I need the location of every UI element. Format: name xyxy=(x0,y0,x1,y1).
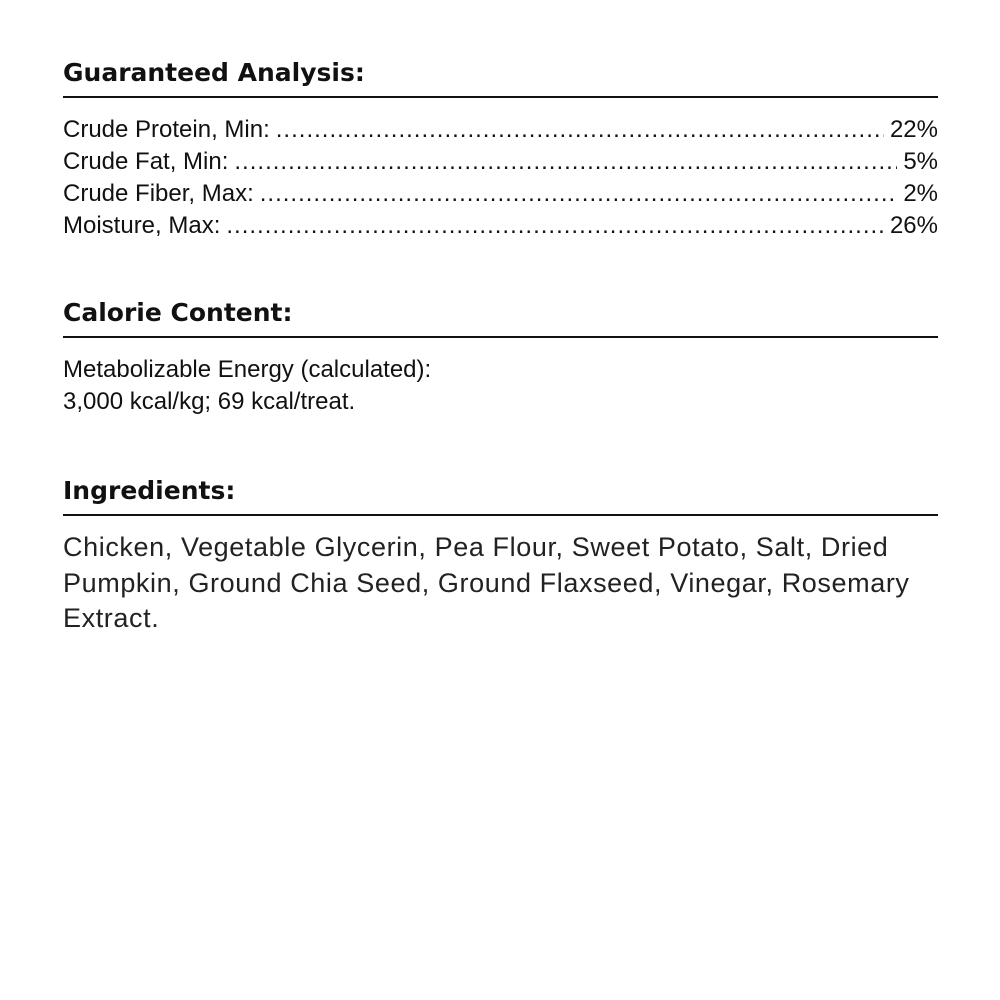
analysis-value: 26% xyxy=(889,212,938,239)
guaranteed-analysis-section xyxy=(63,58,938,242)
analysis-label: Crude Protein, Min: xyxy=(63,116,270,143)
dot-leader xyxy=(260,178,898,210)
analysis-label: Moisture, Max: xyxy=(63,212,221,239)
calorie-content-heading: Calorie Content: xyxy=(63,298,938,338)
analysis-value: 2% xyxy=(903,180,938,207)
analysis-row-moisture xyxy=(63,210,938,242)
guaranteed-analysis-heading: Guaranteed Analysis: xyxy=(63,58,938,98)
metabolizable-energy-label: Metabolizable Energy (calculated): xyxy=(63,356,432,383)
ingredients-heading: Ingredients: xyxy=(63,476,938,516)
calorie-values: 3,000 kcal/kg; 69 kcal/treat. xyxy=(63,388,356,415)
dot-leader xyxy=(226,210,884,242)
ingredients-list-text: Chicken, Vegetable Glycerin, Pea Flour, Sweet Potato, Salt, Dried Pumpkin, Ground Chia Seed, Ground Flaxseed, Vinegar, Rosemary Extract. xyxy=(63,532,910,633)
analysis-label: Crude Fiber, Max: xyxy=(63,180,254,207)
analysis-value: 5% xyxy=(903,148,938,175)
ingredients-section xyxy=(63,476,938,637)
analysis-value: 22% xyxy=(889,116,938,143)
analysis-row-crude-fat xyxy=(63,146,938,178)
analysis-label: Crude Fat, Min: xyxy=(63,148,229,175)
calorie-content-body xyxy=(63,354,938,418)
dot-leader xyxy=(276,114,884,146)
analysis-row-crude-protein xyxy=(63,114,938,146)
dot-leader xyxy=(234,146,897,178)
analysis-list xyxy=(63,114,938,242)
calorie-content-section xyxy=(63,298,938,418)
analysis-row-crude-fiber xyxy=(63,178,938,210)
